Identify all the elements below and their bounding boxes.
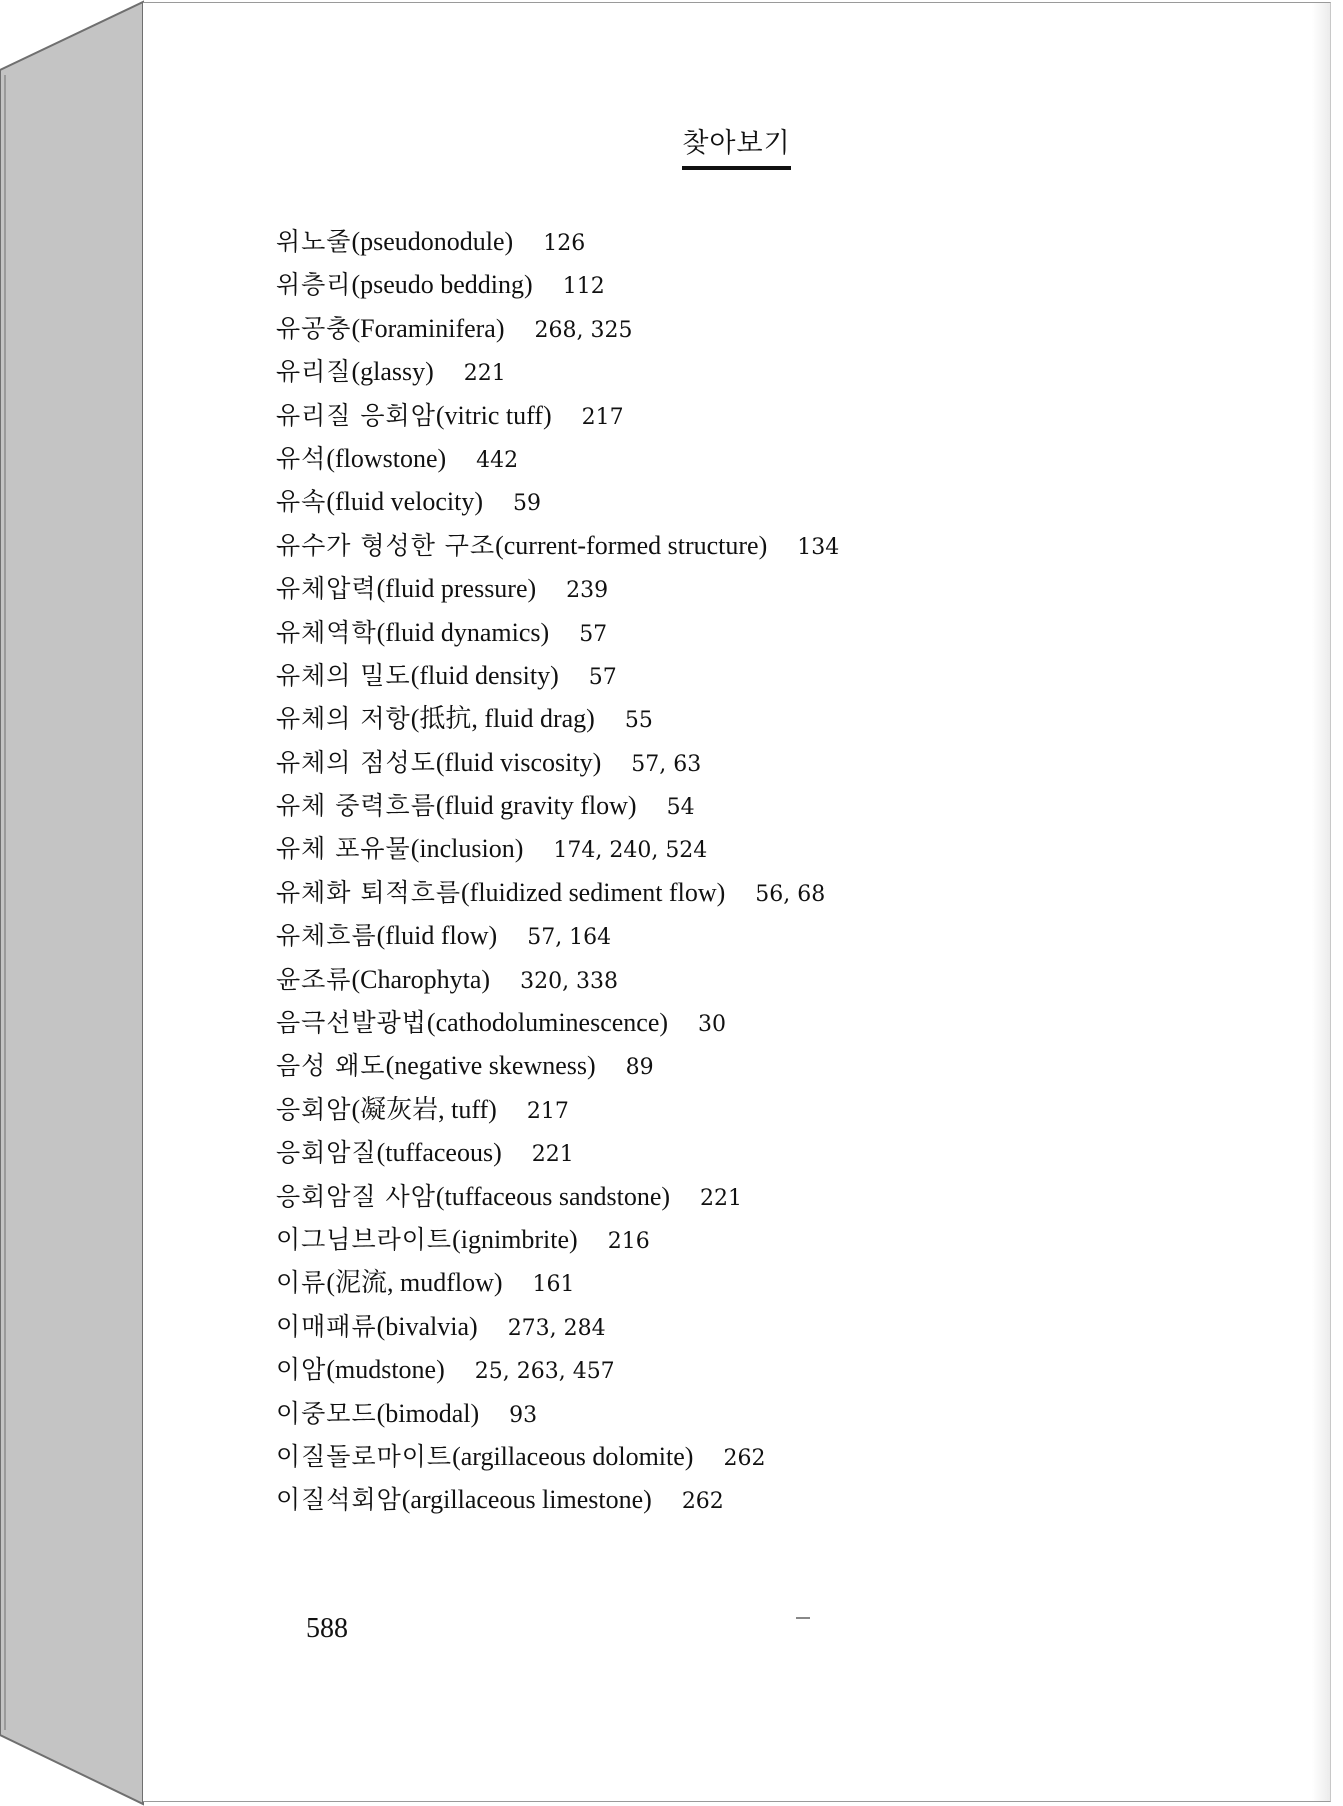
index-entry xyxy=(276,1392,839,1435)
entry-korean: 유수가 형성한 구조 xyxy=(276,530,496,560)
index-entry xyxy=(276,1261,839,1304)
entry-pages: 57 xyxy=(579,621,608,647)
index-entry xyxy=(276,1088,839,1131)
index-entry xyxy=(276,263,839,306)
entry-english: (inclusion) xyxy=(410,834,524,864)
entry-english: (vitric tuff) xyxy=(435,400,552,430)
entry-pages: 216 xyxy=(607,1228,650,1254)
entry-korean: 유체흐름 xyxy=(276,921,377,951)
entry-korean: 이중모드 xyxy=(276,1398,377,1428)
entry-english: (fluid velocity) xyxy=(326,487,483,517)
entry-korean: 이매패류 xyxy=(276,1311,377,1341)
index-entry xyxy=(276,1435,839,1478)
entry-english: (fluidized sediment flow) xyxy=(461,877,726,907)
index-entry xyxy=(276,350,839,393)
entry-english: (fluid gravity flow) xyxy=(435,791,637,821)
entry-english: (negative skewness) xyxy=(385,1051,596,1081)
entry-korean: 위노줄 xyxy=(276,227,352,256)
entry-english: (tuffaceous) xyxy=(376,1138,502,1168)
index-list xyxy=(276,220,839,1522)
entry-pages: 55 xyxy=(624,708,653,734)
index-entry xyxy=(276,784,839,827)
page-title-text: 찾아보기 xyxy=(682,121,790,170)
index-entry xyxy=(276,1478,839,1521)
entry-pages: 25, 263, 457 xyxy=(474,1359,615,1385)
entry-korean: 유속 xyxy=(276,487,327,517)
entry-korean: 윤조류 xyxy=(276,964,352,994)
entry-korean: 음성 왜도 xyxy=(276,1051,386,1081)
entry-english: (tuffaceous sandstone) xyxy=(435,1181,671,1211)
entry-pages: 30 xyxy=(698,1012,727,1038)
entry-pages: 221 xyxy=(531,1142,574,1168)
entry-korean: 유체의 밀도 xyxy=(276,660,411,690)
entry-english: (Foraminifera) xyxy=(351,313,505,343)
index-entry xyxy=(276,697,839,740)
entry-pages: 93 xyxy=(509,1402,538,1428)
print-speck xyxy=(796,1617,810,1619)
entry-english: (抵抗, fluid drag) xyxy=(410,704,595,734)
entry-english: (bimodal) xyxy=(376,1398,480,1428)
index-entry xyxy=(276,1348,839,1391)
entry-english: (fluid density) xyxy=(410,660,559,690)
page-title xyxy=(143,121,1330,170)
entry-korean: 유체 중력흐름 xyxy=(276,791,436,821)
entry-english: (pseudo bedding) xyxy=(351,270,533,300)
entry-english: (cathodoluminescence) xyxy=(426,1008,669,1038)
entry-english: (flowstone) xyxy=(326,443,447,473)
entry-pages: 262 xyxy=(723,1445,766,1471)
page-edge-shadow xyxy=(1312,3,1330,1801)
entry-pages: 134 xyxy=(797,534,840,560)
entry-pages: 221 xyxy=(463,361,506,387)
entry-pages: 320, 338 xyxy=(520,968,619,994)
index-entry xyxy=(276,480,839,523)
entry-pages: 112 xyxy=(562,274,605,300)
entry-pages: 262 xyxy=(681,1489,724,1515)
index-entry xyxy=(276,307,839,350)
index-entry xyxy=(276,1218,839,1261)
entry-korean: 이류 xyxy=(276,1268,327,1298)
entry-english: (bivalvia) xyxy=(376,1311,478,1341)
entry-english: (argillaceous limestone) xyxy=(401,1485,652,1515)
entry-pages: 442 xyxy=(476,447,519,473)
entry-pages: 89 xyxy=(625,1055,654,1081)
index-entry xyxy=(276,611,839,654)
entry-pages: 59 xyxy=(513,491,541,517)
entry-pages: 57 xyxy=(588,664,617,690)
entry-pages: 54 xyxy=(666,795,695,821)
index-entry xyxy=(276,1175,839,1218)
entry-korean: 응회암 xyxy=(276,1094,352,1124)
entry-korean: 위층리 xyxy=(276,270,352,300)
entry-korean: 이질돌로마이트 xyxy=(276,1441,453,1471)
entry-pages: 268, 325 xyxy=(534,317,633,343)
entry-pages: 174, 240, 524 xyxy=(553,838,708,864)
entry-english: (fluid pressure) xyxy=(376,574,537,604)
entry-pages: 56, 68 xyxy=(755,881,826,907)
book-spine-face xyxy=(0,2,143,1804)
entry-korean: 이그님브라이트 xyxy=(276,1224,453,1254)
index-entry xyxy=(276,914,839,957)
entry-pages: 273, 284 xyxy=(507,1315,606,1341)
entry-korean: 유석 xyxy=(276,443,327,473)
entry-korean: 음극선발광법 xyxy=(276,1008,427,1038)
index-entry xyxy=(276,958,839,1001)
entry-pages: 217 xyxy=(526,1098,569,1124)
index-entry xyxy=(276,1305,839,1348)
entry-english: (pseudonodule) xyxy=(351,227,514,256)
entry-pages: 221 xyxy=(700,1185,743,1211)
entry-english: (current-formed structure) xyxy=(495,530,768,560)
entry-korean: 응회암질 사암 xyxy=(276,1181,436,1211)
entry-english: (fluid flow) xyxy=(376,921,498,951)
entry-korean: 이질석회암 xyxy=(276,1485,402,1515)
entry-english: (泥流, mudflow) xyxy=(326,1268,503,1298)
entry-korean: 유체압력 xyxy=(276,574,377,604)
entry-pages: 57, 63 xyxy=(631,751,702,777)
entry-english: (glassy) xyxy=(351,357,434,387)
index-entry xyxy=(276,394,839,437)
entry-korean: 유체화 퇴적흐름 xyxy=(276,877,461,907)
index-entry xyxy=(276,1131,839,1174)
index-entry xyxy=(276,871,839,914)
index-entry xyxy=(276,1044,839,1087)
index-entry xyxy=(276,654,839,697)
index-entry xyxy=(276,524,839,567)
entry-korean: 유체의 저항 xyxy=(276,704,411,734)
entry-pages: 239 xyxy=(566,578,609,604)
entry-korean: 유체역학 xyxy=(276,617,377,647)
entry-pages: 161 xyxy=(532,1272,575,1298)
index-entry xyxy=(276,437,839,480)
entry-korean: 유리질 응회암 xyxy=(276,400,436,430)
entry-english: (凝灰岩, tuff) xyxy=(351,1094,497,1124)
entry-english: (argillaceous dolomite) xyxy=(452,1441,694,1471)
entry-pages: 217 xyxy=(581,404,624,430)
index-entry xyxy=(276,827,839,870)
entry-english: (mudstone) xyxy=(326,1355,445,1385)
index-entry xyxy=(276,741,839,784)
entry-korean: 이암 xyxy=(276,1355,327,1385)
entry-pages: 57, 164 xyxy=(527,925,612,951)
entry-pages: 126 xyxy=(543,231,586,256)
entry-korean: 유공충 xyxy=(276,313,352,343)
entry-korean: 응회암질 xyxy=(276,1138,377,1168)
entry-korean: 유리질 xyxy=(276,357,352,387)
entry-english: (fluid dynamics) xyxy=(376,617,550,647)
entry-korean: 유체 포유물 xyxy=(276,834,411,864)
entry-english: (ignimbrite) xyxy=(452,1224,578,1254)
index-entry xyxy=(276,567,839,610)
index-entry xyxy=(276,220,839,263)
index-entry xyxy=(276,1001,839,1044)
index-page xyxy=(143,2,1331,1802)
entry-english: (fluid viscosity) xyxy=(435,747,602,777)
entry-korean: 유체의 점성도 xyxy=(276,747,436,777)
page-number: 588 xyxy=(306,1613,348,1644)
entry-english: (Charophyta) xyxy=(351,964,491,994)
